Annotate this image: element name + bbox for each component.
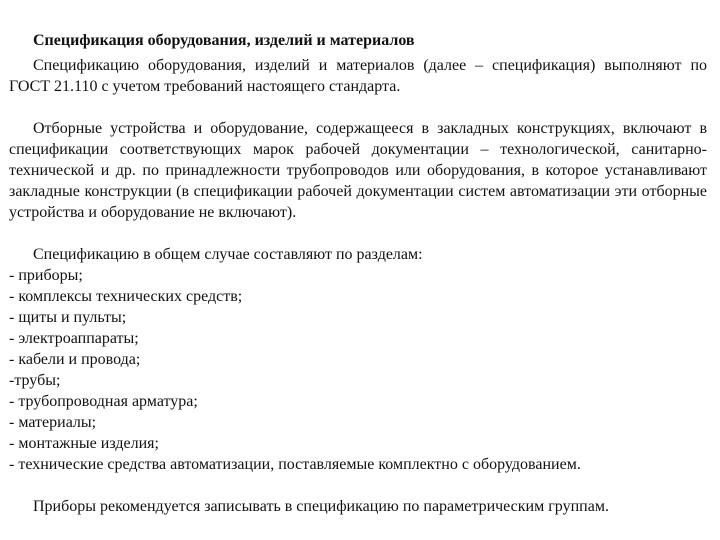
paragraph-gap [9,97,707,118]
sections-list [9,265,707,475]
paragraph-specification-intro: Спецификацию оборудования, изделий и материалов (далее – спецификация) выполняют по ГОСТ 21.110 с учетом требований настоящего стандарта. [9,57,707,95]
paragraph-sampling-devices: Отборные устройства и оборудование, содержащееся в закладных конструкциях, включают в спецификации соответствующих марок рабочей документации – технологической, санитарно-технической и др. по принадлежности трубопроводов или оборудования, в которое устанавливают закладные конструкции (в спецификации рабочей документации систем автоматизации эти отборные устройства и оборудование не включают). [9,120,707,221]
sections-list-intro: Спецификацию в общем случае составляют по разделам: [33,246,423,263]
document-page [9,30,707,517]
list-item: - технические средства автоматизации, поставляемые комплектно с оборудованием. [9,456,581,473]
list-item: - монтажные изделия; [9,435,159,452]
list-item: - кабели и провода; [9,351,141,368]
list-item: - трубопроводная арматура; [9,393,198,410]
list-item: - приборы; [9,267,83,284]
list-item: - материалы; [9,414,97,431]
paragraph-gap [9,475,707,496]
document-title: Спецификация оборудования, изделий и материалов [33,32,415,49]
paragraph-gap [9,223,707,244]
list-item: - комплексы технических средств; [9,288,243,305]
list-item: - электроаппараты; [9,330,139,347]
list-item: - щиты и пульты; [9,309,127,326]
paragraph-instruments-grouping: Приборы рекомендуется записывать в спецификацию по параметрическим группам. [33,498,609,515]
list-item: -трубы; [9,372,61,389]
